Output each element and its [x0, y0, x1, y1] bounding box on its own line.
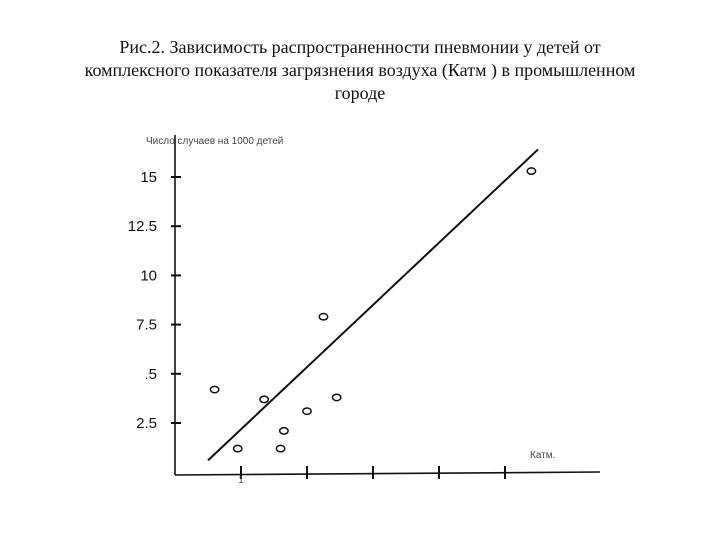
data-point: [260, 396, 268, 402]
y-axis-label: Число случаев на 1000 детей: [146, 136, 284, 147]
data-point: [280, 428, 288, 434]
data-point: [276, 445, 284, 451]
x-axis-label: Катм.: [530, 450, 556, 461]
data-point: [210, 386, 218, 392]
data-point: [234, 445, 242, 451]
title-line-1: Рис.2. Зависимость распространенности пневмонии у детей от: [119, 37, 601, 57]
title-line-3: городе: [334, 83, 386, 103]
data-point: [527, 168, 535, 174]
ticks: [128, 169, 505, 486]
y-tick-label: .5: [144, 365, 157, 383]
title-line-2: комплексного показателя загрязнения воздуха (Катм ) в промышленном: [84, 60, 636, 80]
trend-line: [208, 149, 538, 460]
data-point: [303, 408, 311, 414]
y-tick-label: 10: [140, 267, 157, 285]
axes: [175, 135, 600, 475]
x-tick-label: 1: [238, 475, 244, 486]
y-tick-label: 12.5: [127, 218, 157, 236]
y-tick-label: 2.5: [136, 415, 157, 432]
data-point: [333, 394, 341, 400]
marks: [208, 149, 538, 460]
y-tick-label: 7.5: [136, 316, 157, 334]
y-tick-label: 15: [140, 169, 157, 186]
data-point: [319, 314, 327, 320]
